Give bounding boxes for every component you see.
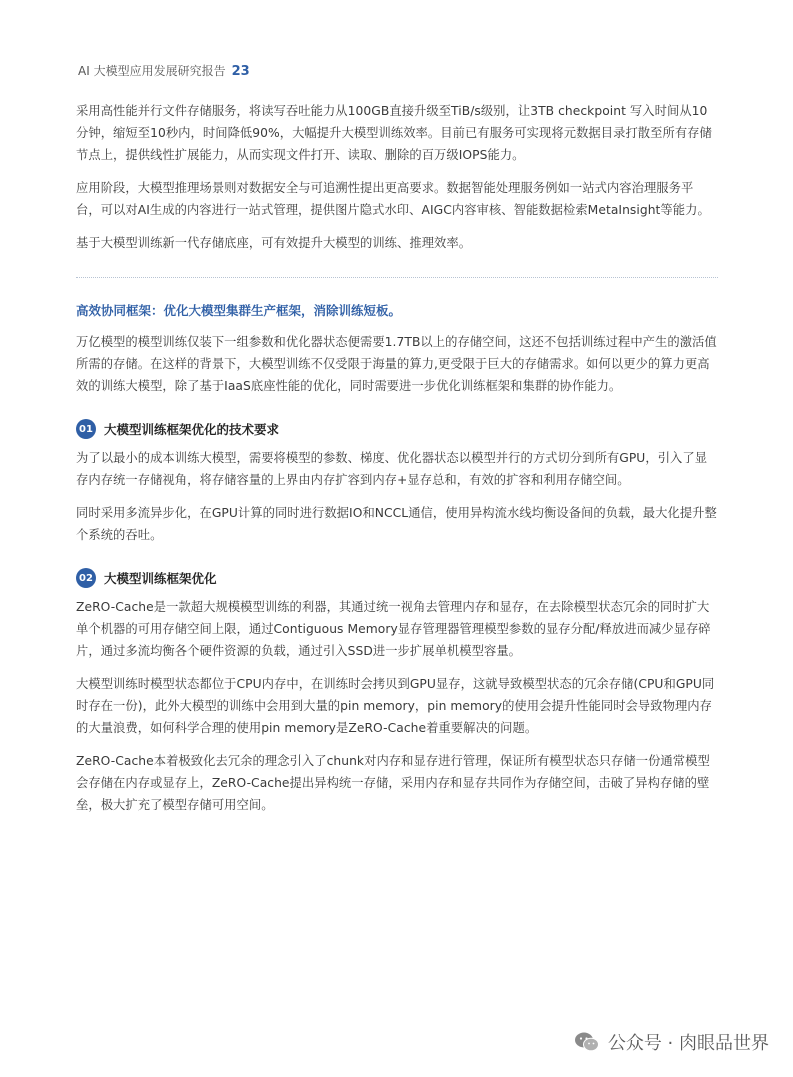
paragraph: ZeRO-Cache是一款超大规模模型训练的利器，其通过统一视角去管理内存和显存，在去除模型状态冗余的同时扩大单个机器的可用存储空间上限，通过Contiguous Memory显存管理器管理模型参数的显存分配/释放进而减少显存碎片，通过多流均衡各个硬件资源的负载，通过引入SSD进一步扩展单机模型容量。 [76,600,711,658]
section-title: 大模型训练框架优化 [104,571,217,586]
section-heading-02 [76,568,718,588]
watermark-text: 公众号 · 肉眼品世界 [607,1033,769,1054]
paragraph: 应用阶段，大模型推理场景则对数据安全与可追溯性提出更高要求。数据智能处理服务例如一站式内容治理服务平台，可以对AI生成的内容进行一站式管理，提供图片隐式水印、AIGC内容审核、智能数据检索MetaInsight等能力。 [76,181,710,217]
paragraph: 采用高性能并行文件存储服务，将读写吞吐能力从100GB直接升级至TiB/s级别，让3TB checkpoint 写入时间从10分钟，缩短至10秒内，时间降低90%，大幅提升大模型训练效率。目前已有服务可实现将元数据目录打散至所有存储节点上，提供线性扩展能力，从而实现文件打开、读取、删除的百万级IOPS能力。 [76,104,712,162]
paragraph: 为了以最小的成本训练大模型，需要将模型的参数、梯度、优化器状态以模型并行的方式切分到所有GPU，引入了显存内存统一存储视角，将存储容量的上界由内存扩容到内存+显存总和，有效的扩容和利用存储空间。 [76,451,708,487]
section-title: 大模型训练框架优化的技术要求 [104,422,280,437]
paragraph: ZeRO-Cache本着极致化去冗余的理念引入了chunk对内存和显存进行管理，保证所有模型状态只存储一份通常模型会存储在内存或显存上，ZeRO-Cache提出异构统一存储，采用内存和显存共同作为存储空间，击破了异构存储的壁垒，极大扩充了模型存储可用空间。 [76,754,710,812]
main-content [76,100,718,827]
section-subheading: 高效协同框架：优化大模型集群生产框架，消除训练短板。 [76,303,402,318]
dotted-divider [76,277,718,278]
paragraph: 大模型训练时模型状态都位于CPU内存中，在训练时会拷贝到GPU显存，这就导致模型状态的冗余存储(CPU和GPU同时存在一份)，此外大模型的训练中会用到大量的pin memory，pin memory的使用会提升性能同时会导致物理内存的大量浪费，如何科学合理的使用pin memory是ZeRO-Cache着重要解决的问题。 [76,677,715,735]
section-heading-01 [76,419,718,439]
running-header [78,62,250,79]
watermark [574,1029,769,1055]
paragraph: 同时采用多流异步化，在GPU计算的同时进行数据IO和NCCL通信，使用异构流水线均衡设备间的负载，最大化提升整个系统的吞吐。 [76,506,717,542]
section-number-badge: 01 [76,419,96,439]
paragraph: 基于大模型训练新一代存储底座，可有效提升大模型的训练、推理效率。 [76,236,472,250]
wechat-icon [574,1031,600,1053]
paragraph: 万亿模型的模型训练仅装下一组参数和优化器状态便需要1.7TB以上的存储空间，这还不包括训练过程中产生的激活值所需的存储。在这样的背景下，大模型训练不仅受限于海量的算力,更受限于巨大的存储需求。如何以更少的算力更高效的训练大模型，除了基于IaaS底座性能的优化，同时需要进一步优化训练框架和集群的协作能力。 [76,335,717,393]
report-title: AI 大模型应用发展研究报告 [78,64,226,78]
page-number: 23 [231,64,250,79]
section-number-badge: 02 [76,568,96,588]
